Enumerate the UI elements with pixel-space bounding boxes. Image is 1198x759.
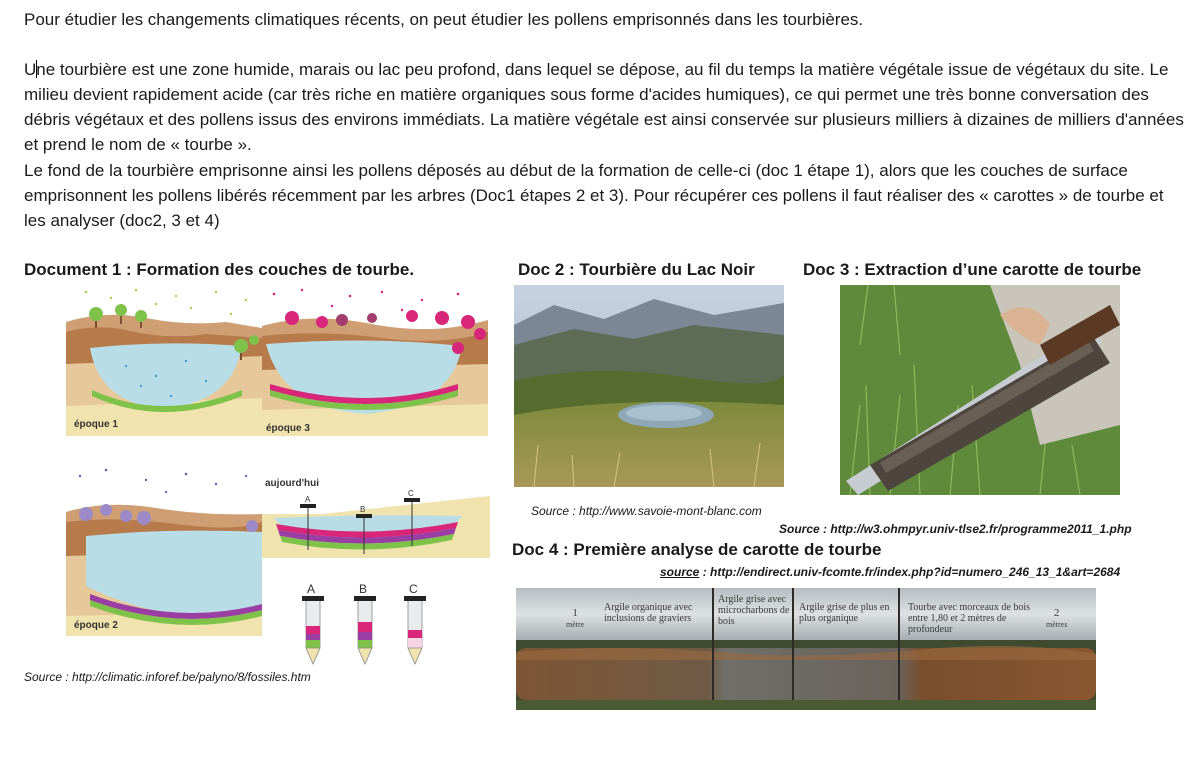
- doc4-source-word: source: [660, 565, 700, 579]
- core-label-b: B: [359, 582, 368, 596]
- svg-text:A: A: [305, 495, 311, 504]
- doc1-aujourdhui-illustration: [262, 474, 490, 670]
- doc2-lake-photo: [514, 285, 784, 487]
- doc4-source-url: : http://endirect.univ-fcomte.fr/index.php?id=numero_246_13_1&art=2684: [699, 565, 1121, 579]
- doc3-core-extraction-photo: [840, 285, 1120, 495]
- doc1-source: Source : http://climatic.inforef.be/palyno/8/fossiles.htm: [24, 670, 311, 684]
- core-label-a: A: [307, 582, 316, 596]
- doc4-segment-4: Tourbe avec morceaux de bois entre 1,80 et 2 mètres de profondeur: [908, 602, 1031, 635]
- core-label-c: C: [409, 582, 418, 596]
- doc4-scale-right-unit: mètres: [1046, 620, 1068, 629]
- doc4-segment-3: Argile grise de plus en plus organique: [799, 602, 890, 624]
- paragraph-first-letter: U: [24, 60, 37, 79]
- doc3-source: Source : http://w3.ohmpyr.univ-tlse2.fr/programme2011_1.php: [779, 522, 1132, 536]
- paragraph-definition-rest: ne tourbière est une zone humide, marais ou lac peu profond, dans lequel se dépose, au fil du temps la matière végétale issue de végétaux du site. Le milieu devient rapidement acide (car très riche en matière organiques sous forme d'acides humiques), ce qui permet une très bonne conversation des débris végétaux et des pollens issus des environs immédiats. La matière végétale est ainsi conservée sur plusieurs milliers à dizaines de milliers d'années et prend le nom de « tourbe ».: [24, 60, 1184, 154]
- doc1-title: Document 1 : Formation des couches de tourbe.: [24, 260, 415, 279]
- doc4-core-analysis-photo: [516, 588, 1096, 710]
- label-epoque3: époque 3: [266, 423, 310, 434]
- paragraph-pollens: Le fond de la tourbière emprisonne ainsi les pollens déposés au début de la formation de celle-ci (doc 1 étape 1), alors que les couches de surface emprisonnent les pollens libérés récemment par les arbres (Doc1 étapes 2 et 3). Pour récupérer ces pollens il faut réaliser des « carottes » de tourbe et les analyser (doc2, 3 et 4): [24, 161, 1164, 230]
- doc4-scale-left-unit: mètre: [566, 620, 585, 629]
- doc4-scale-left-number: 1: [572, 607, 578, 619]
- doc1-epoque2-illustration: [66, 466, 262, 636]
- doc1-epoque1-illustration: [66, 286, 262, 436]
- doc4-segment-1: Argile organique avec inclusions de graviers: [604, 602, 693, 624]
- doc3-title: Doc 3 : Extraction d’une carotte de tourbe: [803, 260, 1142, 279]
- doc1-epoque3-illustration: [262, 286, 488, 436]
- doc4-scale-left: [566, 608, 584, 630]
- label-epoque2: époque 2: [74, 620, 118, 631]
- doc2-title: Doc 2 : Tourbière du Lac Noir: [518, 260, 755, 279]
- doc4-scale-right: [1046, 608, 1067, 630]
- doc4-scale-right-number: 2: [1053, 607, 1060, 619]
- label-aujourdhui: aujourd'hui: [265, 478, 320, 489]
- paragraph-definition: [24, 57, 1184, 157]
- doc4-title: Doc 4 : Première analyse de carotte de tourbe: [512, 540, 882, 559]
- svg-text:B: B: [360, 505, 366, 514]
- doc4-source: [660, 565, 1120, 579]
- doc2-source: Source : http://www.savoie-mont-blanc.com: [531, 504, 762, 518]
- label-epoque1: époque 1: [74, 419, 118, 430]
- svg-text:C: C: [408, 489, 414, 498]
- intro-text: Pour étudier les changements climatiques récents, on peut étudier les pollens emprisonnés dans les tourbières.: [24, 10, 864, 29]
- doc4-segment-2: Argile grise avec microcharbons de bois: [718, 594, 790, 627]
